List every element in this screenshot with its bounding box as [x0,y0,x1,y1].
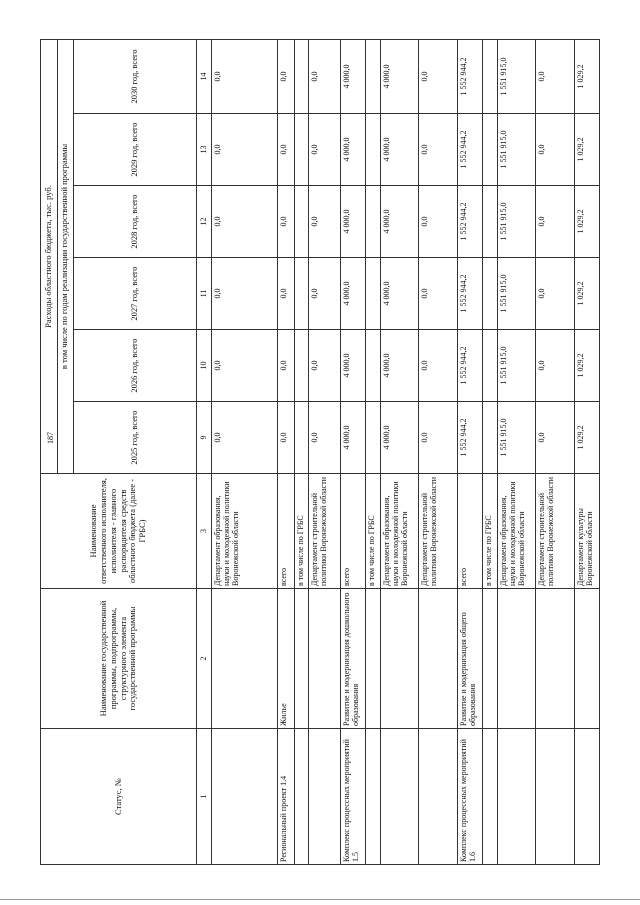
cell-executor: Департамент образования, науки и молодежной политики Воронежской области [497,474,535,589]
cell-status [418,729,457,865]
cell-value: 1 551 915,0 [497,39,535,113]
header-executor: Наименование ответственного исполнителя, исполнителя - главного распорядителя средств областного бюджета (далее - ГРБС) [41,474,197,589]
cell-value: 0,0 [309,114,341,186]
table-row [380,39,418,864]
cell-value: 0,0 [535,258,574,330]
cell-name [483,589,497,729]
cell-value [366,258,380,330]
cell-executor: Департамент строительной политики Воронежской области [418,474,457,589]
cell-value: 4 000,0 [341,330,366,402]
cell-status [211,729,277,865]
col-number: 9 [197,402,211,474]
cell-name [294,589,308,729]
cell-status: Комплекс процессных мероприятий 1.5 [341,729,366,865]
cell-value: 0,0 [418,402,457,474]
cell-value: 1 552 944,2 [457,258,482,330]
col-number: 13 [197,114,211,186]
header-year-2028: 2028 год, всего [74,186,197,258]
page-number: 187 [46,432,55,444]
cell-status [535,729,574,865]
cell-value: 4 000,0 [341,39,366,113]
col-number: 14 [197,39,211,113]
cell-value: 0,0 [278,258,295,330]
cell-value [366,186,380,258]
cell-status: Региональный проект 1.4 [278,729,295,865]
cell-name [380,589,418,729]
header-status: Статус, № [41,729,197,865]
cell-executor: Департамент образования, науки и молодежной политики Воронежской области [211,474,277,589]
cell-value: 0,0 [418,114,457,186]
col-number: 1 [197,729,211,865]
cell-name [309,589,341,729]
cell-value [483,330,497,402]
cell-value: 0,0 [418,330,457,402]
col-number: 2 [197,589,211,729]
cell-value: 0,0 [418,39,457,113]
table-row [535,39,574,864]
cell-value: 0,0 [211,114,277,186]
cell-executor: в том числе по ГРБС [294,474,308,589]
cell-status [483,729,497,865]
cell-value: 4 000,0 [341,186,366,258]
cell-value [366,402,380,474]
col-number: 3 [197,474,211,589]
cell-value: 1 552 944,2 [457,114,482,186]
cell-value: 0,0 [278,114,295,186]
cell-value [294,186,308,258]
header-by-years: в том числе по годам реализации государственной программы [57,39,74,473]
cell-value [483,114,497,186]
table-row [457,39,482,864]
cell-value [294,114,308,186]
cell-status [574,729,599,865]
cell-name: Развитие и модернизация общего образования [457,589,482,729]
budget-table [40,39,600,865]
cell-value: 0,0 [418,186,457,258]
cell-executor: всего [341,474,366,589]
table-row [294,39,308,864]
cell-value: 0,0 [278,402,295,474]
table-row [418,39,457,864]
table-row [211,39,277,864]
cell-value: 0,0 [535,330,574,402]
cell-value [294,402,308,474]
cell-name [211,589,277,729]
cell-value: 0,0 [278,186,295,258]
cell-value: 4 000,0 [341,258,366,330]
col-number: 12 [197,186,211,258]
cell-value: 0,0 [278,39,295,113]
cell-value: 1 029,2 [574,402,599,474]
cell-value [294,258,308,330]
cell-value: 0,0 [309,258,341,330]
cell-value: 1 552 944,2 [457,39,482,113]
cell-value [483,402,497,474]
table-row [574,39,599,864]
cell-value: 1 551 915,0 [497,402,535,474]
cell-value: 1 029,2 [574,39,599,113]
table-row [278,39,295,864]
cell-name [535,589,574,729]
cell-executor: Департамент образования, науки и молодежной политики Воронежской области [380,474,418,589]
cell-value: 1 029,2 [574,114,599,186]
cell-value: 1 029,2 [574,330,599,402]
cell-value [366,330,380,402]
cell-value: 0,0 [211,402,277,474]
cell-executor: Департамент культуры Воронежской области [574,474,599,589]
cell-status [309,729,341,865]
cell-status [294,729,308,865]
header-year-2029: 2029 год, всего [74,114,197,186]
cell-value: 1 552 944,2 [457,186,482,258]
table-row [483,39,497,864]
cell-value: 4 000,0 [380,258,418,330]
header-expenses: Расходы областного бюджета, тыс. руб. [41,39,58,473]
column-number-row [197,39,211,864]
cell-value: 1 029,2 [574,258,599,330]
cell-value: 0,0 [309,402,341,474]
cell-value: 4 000,0 [380,330,418,402]
cell-value: 1 551 915,0 [497,258,535,330]
cell-status [366,729,380,865]
cell-status: Комплекс процессных мероприятий 1.6 [457,729,482,865]
header-year-2030: 2030 год, всего [74,39,197,113]
cell-value: 4 000,0 [380,402,418,474]
cell-executor: всего [278,474,295,589]
cell-value [483,186,497,258]
cell-value [483,39,497,113]
cell-value: 0,0 [211,258,277,330]
table-row [341,39,366,864]
cell-value: 0,0 [418,258,457,330]
cell-value: 4 000,0 [380,114,418,186]
cell-value: 0,0 [535,39,574,113]
header-row-top [41,39,58,864]
table-row [309,39,341,864]
cell-value [366,114,380,186]
cell-executor: в том числе по ГРБС [483,474,497,589]
cell-value: 0,0 [211,330,277,402]
header-year-2026: 2026 год, всего [74,330,197,402]
cell-value: 1 029,2 [574,186,599,258]
cell-name: Жилье [278,589,295,729]
cell-value: 1 552 944,2 [457,330,482,402]
table-row [366,39,380,864]
rotated-table-wrapper [40,40,600,865]
cell-name [418,589,457,729]
cell-name [366,589,380,729]
cell-value: 0,0 [211,186,277,258]
cell-value: 0,0 [535,114,574,186]
cell-executor: Департамент строительной политики Воронежской области [535,474,574,589]
cell-name [497,589,535,729]
cell-value: 1 552 944,2 [457,402,482,474]
cell-value: 0,0 [309,39,341,113]
cell-name [574,589,599,729]
scan-edge-line [0,899,640,900]
cell-status [380,729,418,865]
table-row [497,39,535,864]
cell-value [294,330,308,402]
col-number: 11 [197,258,211,330]
cell-value: 0,0 [278,330,295,402]
cell-value [483,258,497,330]
cell-value: 1 551 915,0 [497,114,535,186]
cell-value: 4 000,0 [380,39,418,113]
cell-status [497,729,535,865]
cell-name: Развитие и модернизация дошкольного образования [341,589,366,729]
header-year-2027: 2027 год, всего [74,258,197,330]
cell-value: 0,0 [535,402,574,474]
header-name: Наименование государственной программы, подпрограммы, структурного элемента государственной программы [41,589,197,729]
cell-executor: Департамент строительной политики Воронежской области [309,474,341,589]
cell-value: 0,0 [211,39,277,113]
cell-value: 0,0 [309,186,341,258]
cell-value: 0,0 [309,330,341,402]
cell-executor: в том числе по ГРБС [366,474,380,589]
cell-executor: всего [457,474,482,589]
cell-value: 4 000,0 [380,186,418,258]
cell-value: 4 000,0 [341,114,366,186]
cell-value: 1 551 915,0 [497,330,535,402]
cell-value: 1 551 915,0 [497,186,535,258]
cell-value: 0,0 [535,186,574,258]
col-number: 10 [197,330,211,402]
cell-value [366,39,380,113]
cell-value [294,39,308,113]
cell-value: 4 000,0 [341,402,366,474]
header-year-2025: 2025 год, всего [74,402,197,474]
table-body [41,39,600,864]
